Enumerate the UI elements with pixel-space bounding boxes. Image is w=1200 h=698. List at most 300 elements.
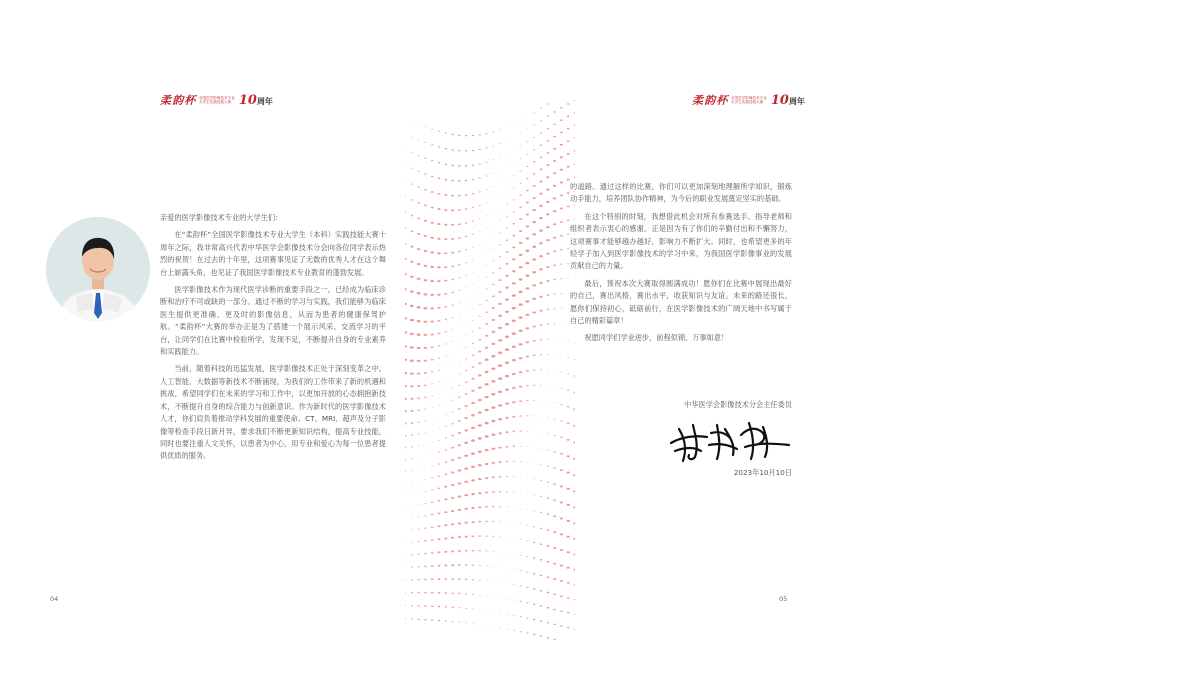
decor-dot (451, 471, 454, 473)
decor-dot (519, 194, 521, 195)
decor-dot (444, 319, 447, 321)
decor-dot (464, 417, 468, 419)
decor-dot (465, 550, 468, 552)
decor-dot (512, 319, 516, 322)
decor-dot (417, 592, 419, 593)
decor-dot (430, 280, 434, 282)
decor-dot (526, 225, 529, 227)
decor-dot (438, 357, 440, 358)
decor-dot (540, 108, 542, 109)
decor-dot (513, 137, 514, 138)
decor-dot (431, 514, 434, 516)
decor-dot (418, 457, 420, 458)
decor-dot (566, 488, 570, 490)
decor-dot (465, 135, 467, 136)
decor-dot (458, 457, 462, 459)
decor-dot (451, 134, 453, 135)
decor-dot (540, 354, 542, 355)
decor-dot (553, 264, 556, 266)
decor-dot (567, 551, 570, 553)
decor-dot (520, 170, 522, 171)
decor-dot (417, 292, 421, 294)
decor-dot (553, 578, 556, 580)
decor-dot (506, 491, 508, 492)
decor-dot (424, 592, 427, 594)
decor-dot (546, 252, 550, 254)
decor-dot (444, 551, 447, 553)
decor-dot (506, 598, 508, 599)
decor-dot (532, 298, 536, 300)
decor-dot (438, 488, 441, 490)
decor-dot (567, 597, 570, 599)
decor-dot (540, 448, 542, 449)
decor-dot (500, 208, 501, 209)
decor-dot (554, 355, 555, 356)
decor-dot (574, 569, 575, 571)
signoff-organization: 中华医学会影像技术分会主任委员 (684, 400, 792, 409)
decor-dot (445, 355, 447, 356)
decor-dot (430, 251, 433, 253)
decor-dot (418, 155, 420, 156)
decor-dot (418, 528, 420, 529)
decor-dot (464, 508, 467, 510)
decor-dot (405, 196, 406, 197)
decor-dot (546, 561, 549, 563)
decor-dot (567, 627, 569, 628)
decor-dot (424, 360, 427, 362)
decor-dot (560, 249, 563, 251)
decor-dot (492, 284, 495, 286)
decor-dot (539, 181, 542, 183)
decor-dot (459, 362, 461, 363)
decor-dot (438, 381, 440, 382)
decor-dot (520, 601, 522, 602)
decor-dot (458, 578, 461, 580)
decor-dot (493, 173, 495, 174)
decor-dot (445, 620, 447, 621)
decor-dot (500, 597, 501, 598)
decor-dot (547, 354, 549, 355)
decor-dot (431, 346, 434, 348)
decor-dot (424, 250, 427, 252)
decor-dot (560, 549, 563, 551)
decor-dot (405, 447, 406, 449)
decor-dot (438, 417, 439, 418)
decor-dot (405, 133, 406, 134)
decor-dot (499, 143, 501, 144)
decor-dot (471, 378, 474, 380)
decor-dot (431, 407, 433, 408)
decor-dot (566, 472, 569, 474)
decor-dot (500, 612, 501, 613)
decor-dot (561, 356, 562, 357)
decor-dot (532, 233, 536, 235)
decor-dot (465, 249, 467, 250)
decor-dot (444, 486, 447, 488)
decor-dot (491, 420, 495, 422)
decor-dot (424, 619, 426, 620)
decor-dot (451, 537, 454, 539)
decor-dot (405, 331, 407, 333)
decor-dot (459, 326, 460, 327)
decor-dot (505, 417, 509, 419)
decor-dot (478, 339, 481, 341)
decor-dot (554, 418, 556, 419)
decor-dot (486, 133, 488, 134)
handwritten-signature (665, 415, 795, 465)
decor-dot (567, 128, 570, 130)
decor-dot (417, 605, 419, 606)
decor-dot (533, 385, 535, 386)
decor-dot (479, 269, 480, 270)
decor-dot (431, 191, 434, 193)
decor-dot (471, 366, 474, 368)
decor-dot (437, 320, 440, 322)
decor-dot (478, 351, 481, 353)
decor-dot (567, 263, 569, 264)
decor-dot (479, 244, 481, 245)
decor-dot (411, 458, 413, 459)
decor-dot (452, 388, 454, 389)
decor-dot (520, 446, 522, 447)
decor-dot (492, 462, 495, 464)
decor-dot (486, 147, 488, 148)
decor-dot (458, 607, 460, 608)
decor-dot (498, 377, 502, 380)
decor-dot (417, 373, 421, 375)
decor-dot (512, 416, 515, 418)
decor-dot (539, 268, 543, 270)
decor-dot (567, 389, 570, 391)
decor-dot (540, 400, 541, 401)
decor-dot (411, 152, 413, 153)
decor-dot (492, 476, 495, 478)
decor-dot (498, 404, 502, 406)
decor-dot (424, 347, 428, 349)
decor-dot (492, 295, 495, 297)
dotted-wave-decoration (405, 100, 575, 640)
decor-dot (553, 609, 556, 611)
decor-dot (405, 567, 406, 568)
decor-dot (424, 566, 427, 568)
brand-subtitle: 全国医学影像技术专业 大学生实践技能大赛 (730, 95, 767, 104)
letter-right-column (570, 181, 792, 345)
decor-dot (417, 347, 421, 349)
decor-dot (573, 522, 575, 524)
decor-dot (478, 374, 482, 376)
decor-dot (493, 611, 494, 612)
decor-dot (424, 503, 426, 504)
decor-dot (486, 162, 488, 163)
decor-dot (533, 604, 535, 605)
decor-dot (560, 533, 563, 535)
decor-dot (430, 307, 434, 309)
decor-dot (437, 223, 440, 225)
decor-dot (478, 411, 482, 413)
decor-dot (479, 256, 480, 257)
decor-dot (444, 537, 447, 539)
decor-dot (486, 265, 488, 266)
decor-dot (533, 354, 536, 356)
decor-dot (465, 275, 467, 276)
anniversary-badge: 10 周年 (238, 92, 273, 108)
decor-dot (540, 120, 542, 121)
decor-dot (492, 131, 494, 132)
decor-dot (465, 236, 468, 238)
decor-dot (560, 453, 563, 455)
decor-dot (418, 504, 420, 505)
decor-dot (410, 305, 414, 307)
decor-dot (505, 336, 509, 339)
decor-dot (478, 437, 482, 439)
decor-dot (533, 542, 535, 543)
decor-dot (526, 214, 529, 216)
decor-dot (525, 275, 529, 277)
decor-dot (471, 453, 475, 455)
decor-dot (540, 385, 542, 386)
decor-dot (547, 128, 549, 129)
decor-dot (411, 579, 413, 580)
decor-dot (553, 197, 556, 199)
decor-dot (411, 505, 412, 506)
paragraph: 当前，随着科技的迅猛发展，医学影像技术正处于深刻变革之中。人工智能、大数据等新技术不断涌现，为我们的工作带来了新的机遇和挑战，希望同学们在未来的学习和工作中，以更加开放的心态拥抱新技术，不断提升自身的综合能力与创新意识。作为新时代的医学影像技术人才，你们肩负着推动学科发展的重要使命。CT、MRI、超声及分子影像等检查手段日新月异，要求我们不断更新知识结构，提高专业技能，同时也要注重人文关怀，以患者为中心，用专业和爱心为每一位患者提供优质的服务。 (160, 364, 386, 461)
decor-dot (499, 521, 501, 522)
decor-dot (431, 477, 433, 478)
decor-dot (478, 506, 481, 508)
decor-dot (444, 293, 447, 295)
decor-dot (478, 535, 481, 537)
decor-dot (499, 447, 502, 449)
decor-dot (568, 325, 569, 326)
salutation: 亲爱的医学影像技术专业的大学生们： (160, 213, 283, 222)
decor-dot (424, 334, 428, 336)
decor-dot (567, 536, 570, 538)
decor-dot (560, 293, 562, 294)
decor-dot (527, 141, 529, 142)
decor-dot (465, 564, 468, 566)
decor-dot (540, 369, 542, 370)
decor-dot (465, 622, 467, 623)
decor-dot (445, 331, 447, 332)
decor-dot (539, 242, 543, 244)
decor-dot (533, 634, 535, 635)
decor-dot (491, 367, 495, 369)
decor-dot (512, 258, 515, 260)
decor-dot (430, 294, 434, 296)
decor-dot (513, 569, 515, 570)
decor-dot (459, 350, 460, 351)
paragraph: 的道路。通过这样的比赛，你们可以更加深刻地理解所学知识，锻炼动手能力，培养团队协作精神，为今后的职业发展奠定坚实的基础。 (570, 182, 792, 204)
decor-dot (520, 539, 522, 540)
decor-dot (498, 327, 502, 329)
decor-dot (479, 177, 481, 178)
decor-dot (519, 415, 522, 417)
decor-dot (479, 624, 480, 625)
decor-dot (560, 221, 563, 223)
decor-dot (458, 469, 462, 471)
decor-dot (417, 409, 420, 411)
decor-dot (567, 455, 570, 457)
decor-dot (479, 218, 481, 219)
decor-dot (425, 467, 426, 468)
decor-dot (540, 464, 542, 465)
decor-dot (471, 390, 475, 392)
decor-dot (405, 345, 407, 347)
decor-dot (532, 258, 536, 260)
decor-dot (445, 402, 446, 403)
decor-dot (479, 281, 480, 282)
decor-dot (405, 212, 406, 213)
decor-dot (424, 553, 427, 555)
decor-dot (513, 199, 515, 200)
decor-dot (405, 471, 406, 472)
decor-dot (505, 361, 509, 364)
decor-dot (445, 132, 447, 133)
decor-dot (465, 393, 468, 395)
decor-dot (485, 449, 489, 451)
decor-dot (451, 607, 453, 608)
decor-dot (533, 173, 536, 175)
decor-dot (464, 494, 468, 496)
decor-dot (478, 424, 482, 426)
decor-dot (519, 386, 522, 388)
decor-dot (430, 321, 434, 323)
decor-dot (547, 385, 548, 386)
decor-dot (458, 495, 462, 497)
decor-dot (560, 420, 563, 422)
decor-dot (438, 513, 441, 515)
decor-dot (411, 517, 412, 518)
decor-dot (424, 408, 426, 409)
decor-dot (472, 594, 474, 595)
decor-dot (437, 280, 440, 282)
decor-dot (405, 555, 406, 556)
decor-dot (405, 273, 407, 275)
decor-dot (519, 343, 523, 345)
decor-dot (451, 459, 454, 461)
decor-dot (437, 525, 440, 527)
decor-dot (526, 166, 528, 167)
decor-dot (547, 417, 549, 418)
decor-dot (492, 331, 496, 333)
decor-dot (444, 511, 447, 513)
decor-dot (417, 397, 420, 399)
decor-dot (451, 447, 454, 449)
decor-dot (526, 341, 530, 343)
decor-dot (533, 400, 535, 401)
decor-dot (499, 491, 502, 493)
decor-dot (540, 559, 543, 561)
decor-dot (411, 136, 412, 137)
decor-dot (547, 481, 550, 483)
decor-dot (574, 137, 575, 139)
decor-dot (444, 224, 447, 226)
decor-dot (506, 568, 507, 569)
decor-dot (486, 202, 488, 203)
decor-dot (465, 287, 467, 288)
decor-dot (500, 582, 501, 583)
decor-dot (410, 422, 413, 424)
decor-dot (417, 306, 421, 308)
brand-subtitle: 全国医学影像技术专业 大学生实践技能大赛 (198, 95, 235, 104)
decor-dot (519, 254, 523, 256)
decor-dot (499, 256, 501, 258)
decor-dot (431, 395, 433, 396)
decor-dot (431, 237, 434, 239)
decor-dot (499, 129, 501, 130)
decor-dot (451, 497, 454, 499)
decor-dot (472, 220, 474, 221)
decor-dot (493, 566, 495, 567)
decor-dot (526, 525, 528, 526)
decor-dot (512, 235, 515, 237)
decor-dot (478, 386, 482, 388)
decor-dot (498, 391, 502, 393)
decor-dot (465, 150, 467, 151)
decor-dot (532, 311, 536, 313)
decor-dot (560, 119, 563, 121)
decor-dot (540, 132, 542, 133)
decor-dot (444, 461, 447, 463)
decor-dot (526, 632, 528, 633)
decor-dot (444, 449, 447, 451)
decor-dot (505, 402, 509, 404)
decor-dot (560, 595, 563, 597)
decor-dot (567, 140, 570, 142)
decor-dot (486, 228, 487, 229)
decor-dot (540, 157, 543, 159)
decor-dot (458, 385, 460, 386)
decor-dot (438, 500, 441, 502)
decor-dot (513, 492, 515, 493)
decor-dot (546, 280, 549, 282)
decor-dot (472, 343, 474, 344)
paragraph: 最后，预祝本次大赛取得圆满成功！愿你们在比赛中展现出最好的自己，赛出风格，赛出水平，收获知识与友谊。未来的路还很长，愿你们保持初心，砥砺前行，在医学影像技术的广阔天地中书写属于自己的精彩篇章！ (570, 278, 792, 326)
decor-dot (410, 410, 413, 412)
decor-dot (498, 364, 502, 367)
decor-dot (405, 149, 406, 150)
decor-dot (553, 531, 556, 533)
decor-dot (486, 215, 488, 216)
decor-dot (472, 179, 474, 180)
decor-dot (573, 490, 575, 492)
decor-dot (438, 592, 441, 594)
decor-dot (512, 246, 515, 248)
decor-dot (431, 465, 433, 466)
decor-dot (465, 405, 468, 407)
decor-dot (486, 253, 487, 254)
decor-dot (561, 340, 562, 341)
decor-dot (485, 506, 488, 508)
decor-dot (424, 527, 426, 528)
decor-dot (431, 606, 433, 607)
decor-dot (472, 135, 474, 136)
decor-dot (493, 596, 494, 597)
decor-dot (574, 359, 575, 361)
decor-dot (567, 567, 570, 569)
decor-dot (553, 136, 556, 138)
paragraph: 在这个特别的时刻，我想借此机会对所有参赛选手、指导老师和组织者表示衷心的感谢。正是因为有了你们的辛勤付出和不懈努力，这项赛事才能够越办越好，影响力不断扩大。同时，也希望更多的年轻学子加入到医学影像技术的学习中来，为我国医学影像事业的发展贡献自己的力量。 (570, 211, 792, 271)
decor-dot (540, 605, 543, 607)
decor-dot (499, 291, 502, 293)
decor-dot (451, 578, 454, 580)
decor-dot (431, 383, 433, 384)
decor-dot (534, 447, 535, 448)
decor-dot (520, 120, 521, 121)
decor-dot (512, 373, 516, 375)
decor-dot (451, 279, 454, 281)
decor-dot (505, 389, 509, 391)
